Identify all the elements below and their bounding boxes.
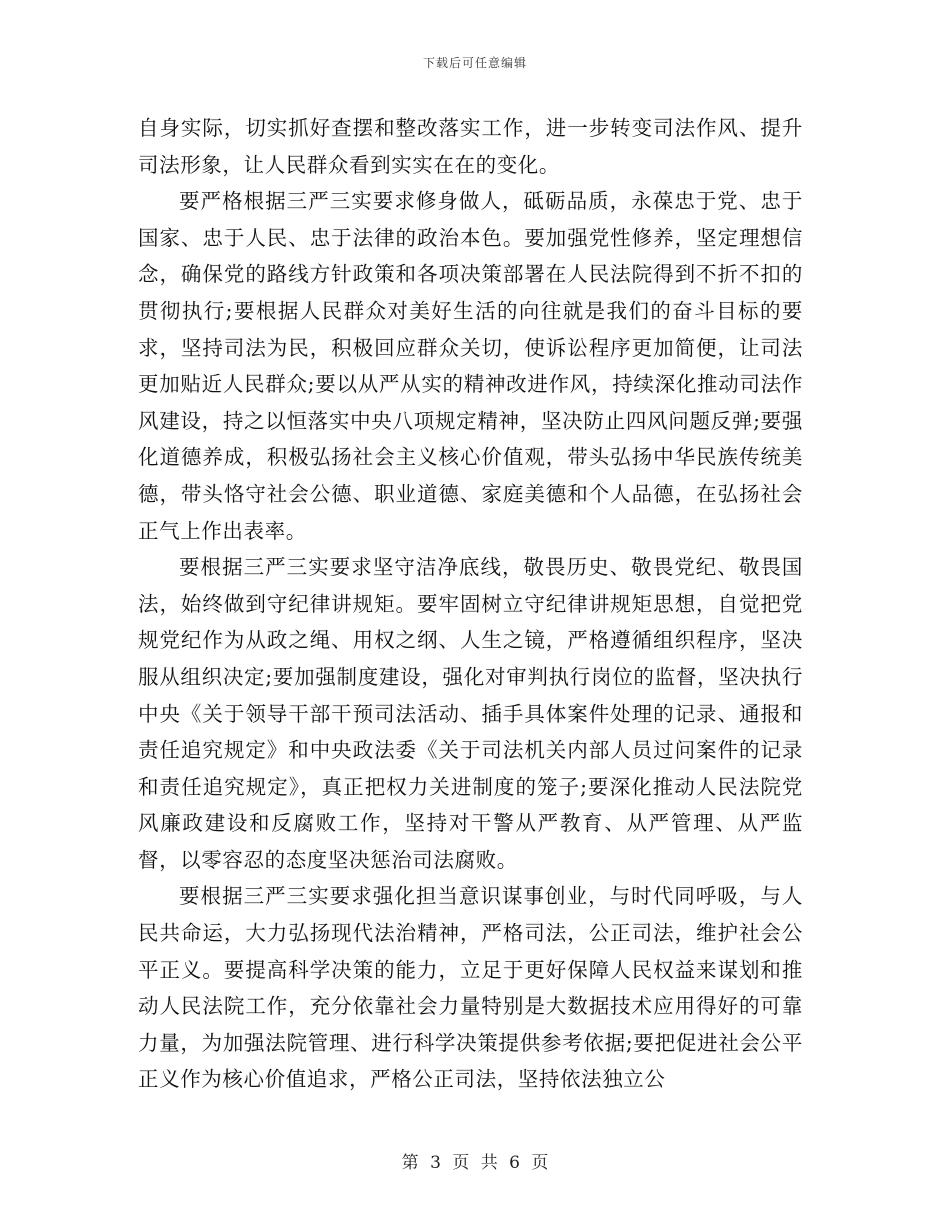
page-header: 下载后可任意编辑 <box>422 56 527 70</box>
page-number-footer: 第 3 页 共 6 页 <box>401 1153 549 1173</box>
paragraph-4: 要根据三严三实要求强化担当意识谋事创业，与时代同呼吸，与人民共命运，大力弘扬现代法治精神，严格司法，公正司法，维护社会公平正义。要提高科学决策的能力，立足于更好保障人民权益来谋划和推动人民法院工作，充分依靠社会力量特别是大数据技术应用得好的可靠力量，为加强法院管理、进行科学决策提供参考依据;要把促进社会公平正义作为核心价值追求，严格公正司法，坚持依法独立公 <box>138 884 803 1092</box>
paragraph-1: 自身实际，切实抓好查摆和整改落实工作，进一步转变司法作风、提升司法形象，让人民群众看到实实在在的变化。 <box>138 116 803 177</box>
paragraph-2: 要严格根据三严三实要求修身做人，砥砺品质，永葆忠于党、忠于国家、忠于人民、忠于法律的政治本色。要加强党性修养，坚定理想信念，确保党的路线方针政策和各项决策部署在人民法院得到不折不扣的贯彻执行;要根据人民群众对美好生活的向往就是我们的奋斗目标的要求，坚持司法为民，积极回应群众关切，使诉讼程序更加简便，让司法更加贴近人民群众;要以从严从实的精神改进作风，持续深化推动司法作风建设，持之以恒落实中央八项规定精神，坚决防止四风问题反弹;要强化道德养成，积极弘扬社会主义核心价值观，带头弘扬中华民族传统美德，带头恪守社会公德、职业道德、家庭美德和个人品德，在弘扬社会正气上作出表率。 <box>138 189 803 543</box>
document-body <box>138 110 803 1098</box>
paragraph-3: 要根据三严三实要求坚守洁净底线，敬畏历史、敬畏党纪、敬畏国法，始终做到守纪律讲规矩。要牢固树立守纪律讲规矩思想，自觉把党规党纪作为从政之绳、用权之纲、人生之镜，严格遵循组织程序，坚决服从组织决定;要加强制度建设，强化对审判执行岗位的监督，坚决执行中央《关于领导干部干预司法活动、插手具体案件处理的记录、通报和责任追究规定》和中央政法委《关于司法机关内部人员过问案件的记录和责任追究规定》，真正把权力关进制度的笼子;要深化推动人民法院党风廉政建设和反腐败工作，坚持对干警从严教育、从严管理、从严监督，以零容忍的态度坚决惩治司法腐败。 <box>138 555 803 872</box>
